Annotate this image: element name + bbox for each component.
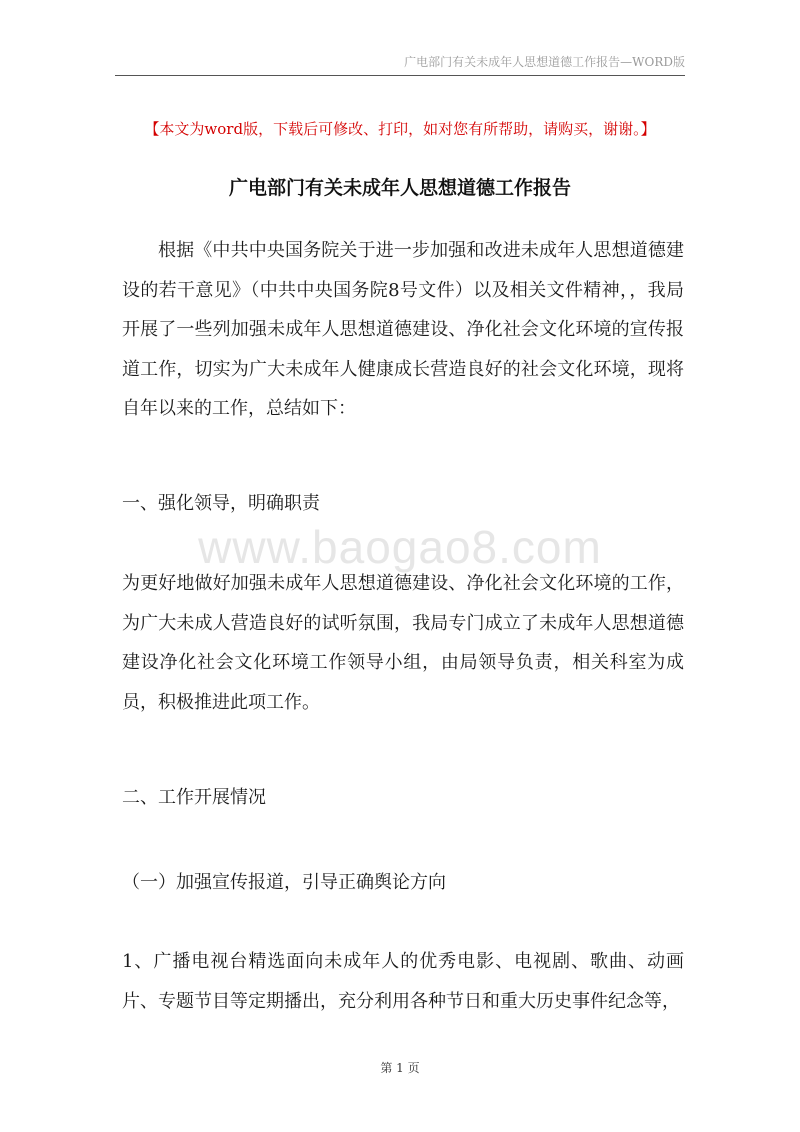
site-watermark: www.baogao8.com bbox=[198, 521, 602, 573]
list-item-1: 1、广播电视台精选面向未成年人的优秀电影、电视剧、歌曲、动画片、专题节目等定期播出，充分利用各种节日和重大历史事件纪念等， bbox=[122, 951, 684, 1012]
header-divider bbox=[115, 75, 685, 76]
section-heading-2: 二、工作开展情况 bbox=[122, 787, 266, 808]
document-title: 广电部门有关未成年人思想道德工作报告 bbox=[228, 177, 571, 199]
purchase-notice: 【本文为word版，下载后可修改、打印，如对您有所帮助，请购买，谢谢。】 bbox=[144, 120, 656, 138]
section-1-paragraph: 为更好地做好加强未成年人思想道德建设、净化社会文化环境的工作，为广大未成人营造良好的试听氛围，我局专门成立了未成年人思想道德建设净化社会文化环境工作领导小组，由局领导负责，相关科室为成员，积极推进此项工作。 bbox=[122, 573, 684, 713]
running-header: 广电部门有关未成年人思想道德工作报告—WORD版 bbox=[404, 55, 685, 69]
section-heading-1: 一、强化领导，明确职责 bbox=[122, 493, 320, 514]
intro-paragraph: 根据《中共中央国务院关于进一步加强和改进未成年人思想道德建设的若干意见》（中共中央国务院8号文件）以及相关文件精神，，我局开展了一些列加强未成年人思想道德建设、净化社会文化环境的宣传报道工作，切实为广大未成年人健康成长营造良好的社会文化环境，现将自年以来的工作，总结如下： bbox=[122, 240, 684, 419]
page-number: 第 1 页 bbox=[380, 1061, 420, 1075]
subsection-heading-1: （一）加强宣传报道，引导正确舆论方向 bbox=[122, 872, 446, 893]
